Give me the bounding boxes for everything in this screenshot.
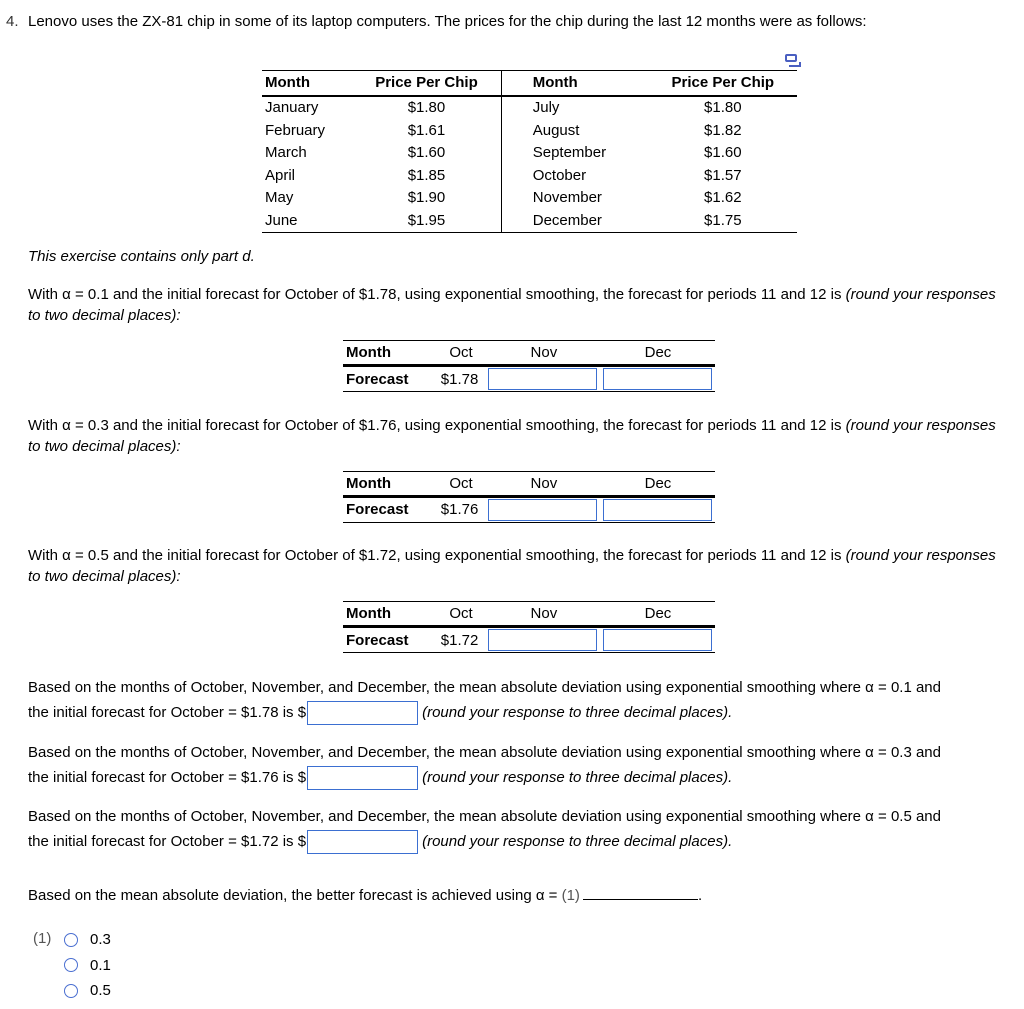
choices-ref: (1) xyxy=(33,930,52,947)
month-oct: Oct xyxy=(449,344,473,361)
mad-question xyxy=(28,804,1008,854)
col-header: Month xyxy=(262,71,352,97)
month-label: Month xyxy=(346,474,391,492)
blank-ref: (1) xyxy=(561,887,580,904)
table-cell: $1.60 xyxy=(704,144,742,162)
table-cell: $1.62 xyxy=(704,189,742,207)
col-header: Price Per Chip xyxy=(649,71,797,97)
table-cell: January xyxy=(265,99,319,117)
month-nov: Nov xyxy=(530,344,558,361)
radio-button[interactable] xyxy=(64,984,78,998)
choice-label: 0.1 xyxy=(90,956,111,974)
table-row xyxy=(262,96,797,120)
nov-forecast-input[interactable] xyxy=(488,368,597,390)
mad-text: Based on the months of October, November, and December, the mean absolute deviation using exponential smoothing where α = 0.1 and xyxy=(28,679,941,696)
forecast-label: Forecast xyxy=(346,631,409,649)
table-row xyxy=(262,142,797,165)
month-label: Month xyxy=(346,605,391,622)
table-cell: $1.95 xyxy=(407,211,446,229)
prompt-text: With α = 0.3 and the initial forecast for October of $1.76, using exponential smoothing, the forecast for periods 11 and 12 is xyxy=(28,416,846,434)
table-cell: February xyxy=(265,121,326,139)
price-table xyxy=(262,70,797,233)
table-cell: $1.61 xyxy=(407,121,446,139)
col-header: Price Per Chip xyxy=(352,71,501,97)
question-text: Lenovo uses the ZX-81 chip in some of its laptop computers. The prices for the chip during the last 12 months were as follows: xyxy=(28,13,867,30)
mad-text: the initial forecast for October = $1.76 is $ xyxy=(28,768,307,786)
prompt-text: With α = 0.5 and the initial forecast for October of $1.72, using exponential smoothing, the forecast for periods 11 and 12 is xyxy=(28,547,846,564)
table-row xyxy=(262,165,797,188)
table-cell: August xyxy=(501,120,648,143)
nov-forecast-input[interactable] xyxy=(488,499,597,521)
prompt-text: With α = 0.1 and the initial forecast for October of $1.78, using exponential smoothing, the forecast for periods 11 and 12 is xyxy=(28,286,846,303)
mad-input[interactable] xyxy=(307,766,418,790)
intro-text: This exercise contains only part d. xyxy=(28,248,255,265)
oct-forecast: $1.76 xyxy=(440,501,479,518)
question-number: 4. xyxy=(6,13,19,30)
forecast-table xyxy=(343,340,715,392)
dec-forecast-input[interactable] xyxy=(603,499,712,521)
choice-label: 0.5 xyxy=(90,982,111,999)
table-cell: $1.80 xyxy=(704,99,742,117)
choice-option[interactable] xyxy=(64,931,111,948)
table-cell: October xyxy=(501,165,648,188)
table-cell: $1.85 xyxy=(407,166,446,184)
nov-forecast-input[interactable] xyxy=(488,629,597,651)
month-oct: Oct xyxy=(449,605,473,622)
mad-input[interactable] xyxy=(307,701,418,725)
table-cell: $1.75 xyxy=(704,211,742,229)
choice-label: 0.3 xyxy=(90,931,111,948)
oct-forecast: $1.72 xyxy=(440,631,479,649)
forecast-prompt xyxy=(28,545,1008,587)
month-dec: Dec xyxy=(644,474,672,492)
period: . xyxy=(697,887,703,904)
choice-option[interactable] xyxy=(64,957,111,974)
mad-text: the initial forecast for October = $1.72 is $ xyxy=(28,833,307,850)
forecast-label: Forecast xyxy=(346,370,409,388)
hint-text: (round your response to three decimal places). xyxy=(422,833,733,850)
hint-text: (round your response to three decimal places). xyxy=(422,768,733,786)
mad-input[interactable] xyxy=(307,830,418,854)
forecast-table xyxy=(343,601,715,653)
better-forecast-line xyxy=(28,885,702,904)
month-nov: Nov xyxy=(530,474,558,492)
mad-question xyxy=(28,675,1008,725)
forecast-label: Forecast xyxy=(346,501,409,518)
forecast-table xyxy=(343,471,715,523)
copy-table-icon[interactable] xyxy=(785,54,797,62)
forecast-prompt xyxy=(28,415,1008,457)
hint-text: (round your response to three decimal places). xyxy=(422,704,733,721)
hint-text: (round your responses to two decimal places): xyxy=(28,286,996,324)
table-cell: $1.82 xyxy=(704,121,742,139)
mad-text: the initial forecast for October = $1.78 is $ xyxy=(28,704,307,721)
choice-option[interactable] xyxy=(64,982,111,999)
table-cell: June xyxy=(265,211,298,229)
table-row xyxy=(262,120,797,143)
month-nov: Nov xyxy=(530,605,558,622)
table-cell: $1.80 xyxy=(407,99,446,117)
table-cell: November xyxy=(501,187,648,210)
table-cell: September xyxy=(501,142,648,165)
table-cell: April xyxy=(265,166,296,184)
month-label: Month xyxy=(346,344,391,361)
col-header: Month xyxy=(501,71,648,97)
month-dec: Dec xyxy=(644,605,672,622)
table-row xyxy=(262,187,797,210)
table-cell: $1.57 xyxy=(704,166,742,184)
oct-forecast: $1.78 xyxy=(440,370,479,388)
table-row xyxy=(262,210,797,233)
dec-forecast-input[interactable] xyxy=(603,368,712,390)
hint-text: (round your responses to two decimal places): xyxy=(28,547,996,585)
month-oct: Oct xyxy=(449,474,473,492)
forecast-prompt xyxy=(28,284,1008,326)
dec-forecast-input[interactable] xyxy=(603,629,712,651)
table-cell: July xyxy=(501,96,648,120)
table-cell: March xyxy=(265,144,307,162)
mad-text: Based on the months of October, November, and December, the mean absolute deviation using exponential smoothing where α = 0.3 and xyxy=(28,743,941,761)
table-cell: December xyxy=(501,210,648,233)
table-cell: May xyxy=(265,189,294,207)
hint-text: (round your responses to two decimal places): xyxy=(28,416,996,455)
answer-blank[interactable] xyxy=(583,885,698,900)
month-dec: Dec xyxy=(644,344,672,361)
table-cell: $1.60 xyxy=(407,144,446,162)
mad-question xyxy=(28,740,1008,790)
mad-text: Based on the months of October, November, and December, the mean absolute deviation using exponential smoothing where α = 0.5 and xyxy=(28,808,941,825)
radio-button[interactable] xyxy=(64,958,78,972)
radio-button[interactable] xyxy=(64,933,78,947)
better-text: Based on the mean absolute deviation, the better forecast is achieved using α = xyxy=(28,887,562,904)
table-cell: $1.90 xyxy=(407,189,446,207)
